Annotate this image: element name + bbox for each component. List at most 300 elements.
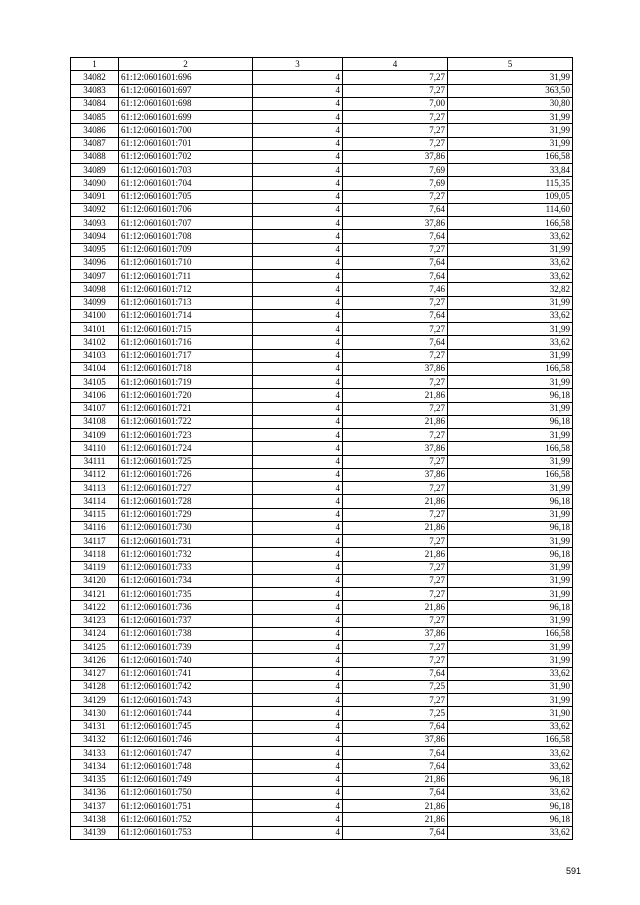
col5-cell: 33,62 — [448, 747, 573, 760]
col3-cell: 4 — [253, 468, 343, 481]
col5-cell: 114,60 — [448, 203, 573, 216]
col3-cell: 4 — [253, 362, 343, 375]
cadastral-number-cell: 61:12:0601601:753 — [119, 826, 253, 839]
col4-cell: 7,27 — [343, 654, 448, 667]
row-number-cell: 34124 — [71, 627, 119, 640]
cadastral-number-cell: 61:12:0601601:699 — [119, 111, 253, 124]
page-number: 591 — [566, 866, 582, 876]
col4-cell: 7,27 — [343, 641, 448, 654]
col4-cell: 21,86 — [343, 601, 448, 614]
row-number-cell: 34086 — [71, 124, 119, 137]
col4-cell: 21,86 — [343, 800, 448, 813]
col4-cell: 7,69 — [343, 164, 448, 177]
col4-cell: 7,64 — [343, 760, 448, 773]
col3-cell: 4 — [253, 296, 343, 309]
table-body — [71, 71, 573, 840]
col3-cell: 4 — [253, 309, 343, 322]
col5-cell: 31,99 — [448, 111, 573, 124]
col3-cell: 4 — [253, 84, 343, 97]
col3-cell: 4 — [253, 786, 343, 799]
col4-cell: 7,27 — [343, 349, 448, 362]
row-number-cell: 34120 — [71, 574, 119, 587]
col4-cell: 7,69 — [343, 177, 448, 190]
cadastral-number-cell: 61:12:0601601:713 — [119, 296, 253, 309]
col4-cell: 7,27 — [343, 296, 448, 309]
col4-cell: 7,64 — [343, 230, 448, 243]
col3-cell: 4 — [253, 667, 343, 680]
row-number-cell: 34121 — [71, 588, 119, 601]
col3-cell: 4 — [253, 694, 343, 707]
table-row — [71, 468, 573, 481]
table-row — [71, 415, 573, 428]
col3-cell: 4 — [253, 521, 343, 534]
cadastral-number-cell: 61:12:0601601:733 — [119, 561, 253, 574]
table-row — [71, 84, 573, 97]
col3-cell: 4 — [253, 760, 343, 773]
row-number-cell: 34116 — [71, 521, 119, 534]
col5-cell: 96,18 — [448, 601, 573, 614]
row-number-cell: 34117 — [71, 535, 119, 548]
row-number-cell: 34098 — [71, 283, 119, 296]
col3-cell: 4 — [253, 150, 343, 163]
table-row — [71, 124, 573, 137]
col4-cell: 21,86 — [343, 389, 448, 402]
col3-cell: 4 — [253, 270, 343, 283]
col5-cell: 31,99 — [448, 376, 573, 389]
table-row — [71, 614, 573, 627]
table-row — [71, 482, 573, 495]
col3-cell: 4 — [253, 349, 343, 362]
col4-cell: 21,86 — [343, 521, 448, 534]
col4-cell: 7,27 — [343, 71, 448, 84]
col5-cell: 31,99 — [448, 508, 573, 521]
table-row — [71, 667, 573, 680]
cadastral-number-cell: 61:12:0601601:700 — [119, 124, 253, 137]
col3-cell: 4 — [253, 680, 343, 693]
col3-cell: 4 — [253, 627, 343, 640]
col4-cell: 7,27 — [343, 482, 448, 495]
row-number-cell: 34123 — [71, 614, 119, 627]
row-number-cell: 34137 — [71, 800, 119, 813]
row-number-cell: 34085 — [71, 111, 119, 124]
row-number-cell: 34133 — [71, 747, 119, 760]
table-row — [71, 230, 573, 243]
col4-cell: 37,86 — [343, 468, 448, 481]
cadastral-number-cell: 61:12:0601601:696 — [119, 71, 253, 84]
col4-cell: 37,86 — [343, 442, 448, 455]
col3-cell: 4 — [253, 111, 343, 124]
col4-cell: 21,86 — [343, 495, 448, 508]
col5-cell: 31,99 — [448, 614, 573, 627]
col4-cell: 7,64 — [343, 786, 448, 799]
col5-cell: 31,99 — [448, 455, 573, 468]
cadastral-number-cell: 61:12:0601601:718 — [119, 362, 253, 375]
row-number-cell: 34132 — [71, 733, 119, 746]
table-row — [71, 177, 573, 190]
table-row — [71, 296, 573, 309]
col5-cell: 31,99 — [448, 588, 573, 601]
col4-cell: 7,64 — [343, 256, 448, 269]
col5-cell: 31,99 — [448, 535, 573, 548]
table-row — [71, 574, 573, 587]
table-row — [71, 323, 573, 336]
col5-cell: 33,62 — [448, 230, 573, 243]
cadastral-number-cell: 61:12:0601601:737 — [119, 614, 253, 627]
table-row — [71, 243, 573, 256]
col3-cell: 4 — [253, 482, 343, 495]
col5-cell: 115,35 — [448, 177, 573, 190]
cadastral-number-cell: 61:12:0601601:697 — [119, 84, 253, 97]
row-number-cell: 34119 — [71, 561, 119, 574]
header-row — [71, 58, 573, 71]
row-number-cell: 34108 — [71, 415, 119, 428]
table-row — [71, 601, 573, 614]
table-row — [71, 71, 573, 84]
table-row — [71, 97, 573, 110]
column-header-5: 5 — [448, 58, 573, 71]
col4-cell: 7,27 — [343, 429, 448, 442]
cadastral-number-cell: 61:12:0601601:730 — [119, 521, 253, 534]
col5-cell: 96,18 — [448, 495, 573, 508]
col3-cell: 4 — [253, 389, 343, 402]
cadastral-number-cell: 61:12:0601601:721 — [119, 402, 253, 415]
col3-cell: 4 — [253, 203, 343, 216]
row-number-cell: 34090 — [71, 177, 119, 190]
col5-cell: 31,99 — [448, 243, 573, 256]
col4-cell: 37,86 — [343, 217, 448, 230]
col3-cell: 4 — [253, 720, 343, 733]
table-row — [71, 588, 573, 601]
row-number-cell: 34102 — [71, 336, 119, 349]
col4-cell: 7,25 — [343, 680, 448, 693]
col3-cell: 4 — [253, 402, 343, 415]
col3-cell: 4 — [253, 614, 343, 627]
col4-cell: 7,27 — [343, 243, 448, 256]
cadastral-number-cell: 61:12:0601601:743 — [119, 694, 253, 707]
cadastral-number-cell: 61:12:0601601:710 — [119, 256, 253, 269]
col3-cell: 4 — [253, 641, 343, 654]
table-row — [71, 561, 573, 574]
col3-cell: 4 — [253, 588, 343, 601]
col3-cell: 4 — [253, 535, 343, 548]
table-row — [71, 256, 573, 269]
col3-cell: 4 — [253, 813, 343, 826]
row-number-cell: 34109 — [71, 429, 119, 442]
cadastral-number-cell: 61:12:0601601:751 — [119, 800, 253, 813]
col3-cell: 4 — [253, 800, 343, 813]
row-number-cell: 34138 — [71, 813, 119, 826]
cadastral-number-cell: 61:12:0601601:752 — [119, 813, 253, 826]
col4-cell: 37,86 — [343, 733, 448, 746]
col3-cell: 4 — [253, 826, 343, 839]
col3-cell: 4 — [253, 190, 343, 203]
cadastral-number-cell: 61:12:0601601:734 — [119, 574, 253, 587]
col4-cell: 21,86 — [343, 548, 448, 561]
cadastral-number-cell: 61:12:0601601:745 — [119, 720, 253, 733]
row-number-cell: 34097 — [71, 270, 119, 283]
col5-cell: 33,62 — [448, 786, 573, 799]
table-row — [71, 694, 573, 707]
col5-cell: 33,62 — [448, 760, 573, 773]
cadastral-number-cell: 61:12:0601601:731 — [119, 535, 253, 548]
col4-cell: 7,64 — [343, 826, 448, 839]
table-row — [71, 800, 573, 813]
col4-cell: 7,27 — [343, 535, 448, 548]
col5-cell: 96,18 — [448, 773, 573, 786]
col5-cell: 166,58 — [448, 468, 573, 481]
col3-cell: 4 — [253, 230, 343, 243]
cadastral-number-cell: 61:12:0601601:712 — [119, 283, 253, 296]
col5-cell: 31,99 — [448, 323, 573, 336]
col5-cell: 31,99 — [448, 296, 573, 309]
cadastral-number-cell: 61:12:0601601:727 — [119, 482, 253, 495]
col5-cell: 166,58 — [448, 627, 573, 640]
row-number-cell: 34118 — [71, 548, 119, 561]
col3-cell: 4 — [253, 601, 343, 614]
table-row — [71, 627, 573, 640]
row-number-cell: 34088 — [71, 150, 119, 163]
col3-cell: 4 — [253, 71, 343, 84]
row-number-cell: 34100 — [71, 309, 119, 322]
col5-cell: 31,99 — [448, 349, 573, 362]
row-number-cell: 34131 — [71, 720, 119, 733]
col3-cell: 4 — [253, 429, 343, 442]
row-number-cell: 34115 — [71, 508, 119, 521]
col5-cell: 96,18 — [448, 389, 573, 402]
table-row — [71, 336, 573, 349]
col3-cell: 4 — [253, 283, 343, 296]
col3-cell: 4 — [253, 707, 343, 720]
table-row — [71, 495, 573, 508]
cadastral-number-cell: 61:12:0601601:744 — [119, 707, 253, 720]
cadastral-number-cell: 61:12:0601601:741 — [119, 667, 253, 680]
col4-cell: 37,86 — [343, 150, 448, 163]
table-row — [71, 190, 573, 203]
table-row — [71, 760, 573, 773]
cadastral-number-cell: 61:12:0601601:701 — [119, 137, 253, 150]
row-number-cell: 34125 — [71, 641, 119, 654]
cadastral-number-cell: 61:12:0601601:704 — [119, 177, 253, 190]
col4-cell: 7,64 — [343, 667, 448, 680]
col5-cell: 33,84 — [448, 164, 573, 177]
col4-cell: 7,27 — [343, 588, 448, 601]
table-row — [71, 720, 573, 733]
row-number-cell: 34087 — [71, 137, 119, 150]
table-row — [71, 283, 573, 296]
column-header-4: 4 — [343, 58, 448, 71]
col4-cell: 7,64 — [343, 203, 448, 216]
col5-cell: 166,58 — [448, 442, 573, 455]
cadastral-number-cell: 61:12:0601601:747 — [119, 747, 253, 760]
col3-cell: 4 — [253, 508, 343, 521]
table-row — [71, 309, 573, 322]
table-row — [71, 773, 573, 786]
column-header-3: 3 — [253, 58, 343, 71]
row-number-cell: 34105 — [71, 376, 119, 389]
col5-cell: 96,18 — [448, 800, 573, 813]
col4-cell: 37,86 — [343, 627, 448, 640]
cadastral-number-cell: 61:12:0601601:705 — [119, 190, 253, 203]
cadastral-number-cell: 61:12:0601601:749 — [119, 773, 253, 786]
table-row — [71, 747, 573, 760]
cadastral-number-cell: 61:12:0601601:720 — [119, 389, 253, 402]
table-row — [71, 376, 573, 389]
col3-cell: 4 — [253, 137, 343, 150]
cadastral-number-cell: 61:12:0601601:698 — [119, 97, 253, 110]
row-number-cell: 34104 — [71, 362, 119, 375]
row-number-cell: 34093 — [71, 217, 119, 230]
table-row — [71, 111, 573, 124]
col5-cell: 33,62 — [448, 256, 573, 269]
row-number-cell: 34094 — [71, 230, 119, 243]
col3-cell: 4 — [253, 654, 343, 667]
table-row — [71, 164, 573, 177]
cadastral-number-cell: 61:12:0601601:719 — [119, 376, 253, 389]
cadastral-number-cell: 61:12:0601601:735 — [119, 588, 253, 601]
col3-cell: 4 — [253, 455, 343, 468]
col5-cell: 96,18 — [448, 813, 573, 826]
table-row — [71, 813, 573, 826]
table-row — [71, 680, 573, 693]
row-number-cell: 34128 — [71, 680, 119, 693]
table-row — [71, 535, 573, 548]
col5-cell: 33,62 — [448, 720, 573, 733]
row-number-cell: 34107 — [71, 402, 119, 415]
table-row — [71, 349, 573, 362]
cadastral-number-cell: 61:12:0601601:708 — [119, 230, 253, 243]
cadastral-number-cell: 61:12:0601601:722 — [119, 415, 253, 428]
col4-cell: 7,27 — [343, 614, 448, 627]
table-row — [71, 826, 573, 839]
col4-cell: 7,64 — [343, 270, 448, 283]
col3-cell: 4 — [253, 256, 343, 269]
row-number-cell: 34130 — [71, 707, 119, 720]
col3-cell: 4 — [253, 177, 343, 190]
col5-cell: 166,58 — [448, 362, 573, 375]
cadastral-number-cell: 61:12:0601601:738 — [119, 627, 253, 640]
col4-cell: 7,27 — [343, 84, 448, 97]
col5-cell: 96,18 — [448, 521, 573, 534]
table-row — [71, 707, 573, 720]
col4-cell: 7,27 — [343, 137, 448, 150]
col5-cell: 166,58 — [448, 217, 573, 230]
col4-cell: 7,46 — [343, 283, 448, 296]
row-number-cell: 34114 — [71, 495, 119, 508]
col5-cell: 31,90 — [448, 707, 573, 720]
col5-cell: 33,62 — [448, 309, 573, 322]
col5-cell: 31,99 — [448, 429, 573, 442]
cadastral-number-cell: 61:12:0601601:709 — [119, 243, 253, 256]
col3-cell: 4 — [253, 164, 343, 177]
col5-cell: 96,18 — [448, 415, 573, 428]
row-number-cell: 34112 — [71, 468, 119, 481]
cadastral-number-cell: 61:12:0601601:716 — [119, 336, 253, 349]
row-number-cell: 34096 — [71, 256, 119, 269]
table-row — [71, 733, 573, 746]
table-row — [71, 402, 573, 415]
row-number-cell: 34092 — [71, 203, 119, 216]
col5-cell: 31,99 — [448, 137, 573, 150]
table-row — [71, 786, 573, 799]
col5-cell: 31,99 — [448, 574, 573, 587]
col5-cell: 33,62 — [448, 667, 573, 680]
col3-cell: 4 — [253, 574, 343, 587]
data-table — [70, 57, 573, 840]
cadastral-number-cell: 61:12:0601601:746 — [119, 733, 253, 746]
row-number-cell: 34103 — [71, 349, 119, 362]
col4-cell: 21,86 — [343, 813, 448, 826]
row-number-cell: 34136 — [71, 786, 119, 799]
cadastral-number-cell: 61:12:0601601:717 — [119, 349, 253, 362]
col4-cell: 37,86 — [343, 362, 448, 375]
col5-cell: 31,99 — [448, 482, 573, 495]
col3-cell: 4 — [253, 124, 343, 137]
row-number-cell: 34113 — [71, 482, 119, 495]
col5-cell: 30,80 — [448, 97, 573, 110]
table-row — [71, 641, 573, 654]
row-number-cell: 34101 — [71, 323, 119, 336]
col3-cell: 4 — [253, 323, 343, 336]
cadastral-number-cell: 61:12:0601601:706 — [119, 203, 253, 216]
table-row — [71, 362, 573, 375]
row-number-cell: 34106 — [71, 389, 119, 402]
row-number-cell: 34139 — [71, 826, 119, 839]
table-row — [71, 521, 573, 534]
row-number-cell: 34111 — [71, 455, 119, 468]
col4-cell: 7,27 — [343, 190, 448, 203]
col5-cell: 166,58 — [448, 150, 573, 163]
row-number-cell: 34110 — [71, 442, 119, 455]
column-header-2: 2 — [119, 58, 253, 71]
table-row — [71, 150, 573, 163]
row-number-cell: 34134 — [71, 760, 119, 773]
cadastral-number-cell: 61:12:0601601:707 — [119, 217, 253, 230]
row-number-cell: 34084 — [71, 97, 119, 110]
cadastral-number-cell: 61:12:0601601:715 — [119, 323, 253, 336]
cadastral-number-cell: 61:12:0601601:723 — [119, 429, 253, 442]
row-number-cell: 34122 — [71, 601, 119, 614]
row-number-cell: 34099 — [71, 296, 119, 309]
col5-cell: 363,50 — [448, 84, 573, 97]
cadastral-number-cell: 61:12:0601601:702 — [119, 150, 253, 163]
col5-cell: 31,99 — [448, 641, 573, 654]
col3-cell: 4 — [253, 217, 343, 230]
col5-cell: 31,99 — [448, 71, 573, 84]
cadastral-number-cell: 61:12:0601601:739 — [119, 641, 253, 654]
col3-cell: 4 — [253, 97, 343, 110]
table-row — [71, 442, 573, 455]
row-number-cell: 34091 — [71, 190, 119, 203]
cadastral-number-cell: 61:12:0601601:724 — [119, 442, 253, 455]
table-row — [71, 137, 573, 150]
col5-cell: 31,90 — [448, 680, 573, 693]
cadastral-number-cell: 61:12:0601601:728 — [119, 495, 253, 508]
table-row — [71, 270, 573, 283]
col4-cell: 7,27 — [343, 124, 448, 137]
col3-cell: 4 — [253, 336, 343, 349]
col4-cell: 7,64 — [343, 720, 448, 733]
row-number-cell: 34135 — [71, 773, 119, 786]
table-row — [71, 548, 573, 561]
col4-cell: 7,64 — [343, 309, 448, 322]
col5-cell: 31,99 — [448, 124, 573, 137]
col4-cell: 7,27 — [343, 574, 448, 587]
col3-cell: 4 — [253, 415, 343, 428]
cadastral-number-cell: 61:12:0601601:740 — [119, 654, 253, 667]
cadastral-number-cell: 61:12:0601601:748 — [119, 760, 253, 773]
column-header-1: 1 — [71, 58, 119, 71]
col3-cell: 4 — [253, 561, 343, 574]
